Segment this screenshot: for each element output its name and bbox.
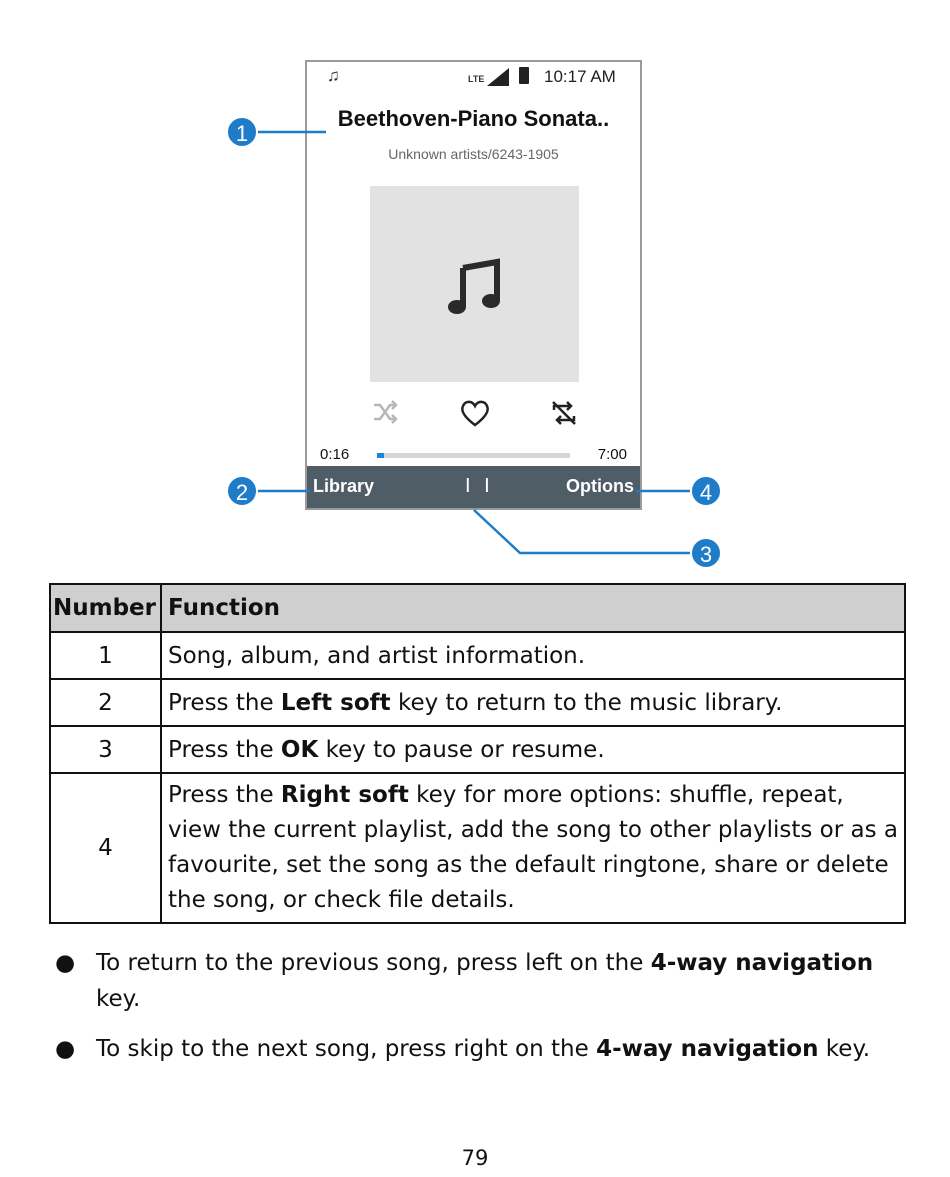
callout-lines — [0, 0, 950, 580]
bold-term: Left soft — [280, 689, 391, 716]
softkey-options[interactable]: Options — [566, 476, 634, 496]
callout-4: 4 — [690, 475, 722, 507]
bold-term: Right soft — [280, 782, 409, 808]
bold-term: 4-way navigation — [650, 950, 874, 976]
header-number: Number — [50, 584, 161, 632]
row-function — [161, 773, 905, 923]
text-run: Song, album, and artist information. — [168, 642, 586, 669]
lte-icon: LTE — [468, 74, 485, 84]
callout-3: 3 — [690, 537, 722, 569]
page-number: 79 — [461, 1146, 489, 1170]
row-function — [161, 679, 905, 726]
softkey-library[interactable]: Library — [313, 476, 375, 496]
table-row — [50, 726, 905, 773]
row-function — [161, 726, 905, 773]
text-run: Press the — [168, 736, 281, 763]
text-run: To return to the previous song, press left on the — [96, 950, 651, 976]
text-run: key. — [818, 1036, 871, 1062]
text-run: Press the — [168, 689, 281, 716]
callout-2: 2 — [226, 475, 258, 507]
status-time: 10:17 AM — [544, 67, 616, 86]
table-header-row — [50, 584, 905, 632]
bullet-dot-icon: ● — [55, 950, 76, 976]
text-run: key. — [96, 986, 141, 1012]
row-number: 3 — [50, 726, 161, 773]
progress-total-time: 7:00 — [597, 446, 627, 463]
text-run: key to pause or resume. — [318, 736, 605, 763]
row-number: 4 — [50, 773, 161, 923]
bullet-dot-icon: ● — [55, 1036, 76, 1062]
bold-term: 4-way navigation — [596, 1036, 819, 1062]
row-number: 1 — [50, 632, 161, 679]
table-row — [50, 773, 905, 923]
header-function: Function — [161, 584, 905, 632]
bold-term: OK — [280, 736, 319, 763]
text-run: key for more options: shuffle, repeat, view the current playlist, add the song to other playlists or as a favourite, set the song as the default ringtone, share or delete the song, or check file details. — [168, 782, 898, 913]
text-run: key to return to the music library. — [390, 689, 783, 716]
progress-current-time: 0:16 — [320, 446, 350, 463]
table-body — [50, 632, 905, 923]
bullet-item — [49, 1031, 909, 1067]
row-number: 2 — [50, 679, 161, 726]
function-table — [49, 583, 906, 924]
song-title: Beethoven-Piano Sonata.. — [337, 106, 610, 131]
row-function — [161, 632, 905, 679]
table-row — [50, 632, 905, 679]
bullet-list — [49, 945, 909, 1081]
table-row — [50, 679, 905, 726]
callout-1: 1 — [226, 116, 258, 148]
song-artist: Unknown artists/6243-1905 — [388, 146, 559, 162]
pause-icon[interactable]: I I — [465, 475, 494, 497]
text-run: To skip to the next song, press right on the — [96, 1036, 597, 1062]
bullet-item — [49, 945, 909, 1017]
music-note-icon: ♫ — [327, 66, 340, 85]
text-run: Press the — [168, 782, 281, 808]
